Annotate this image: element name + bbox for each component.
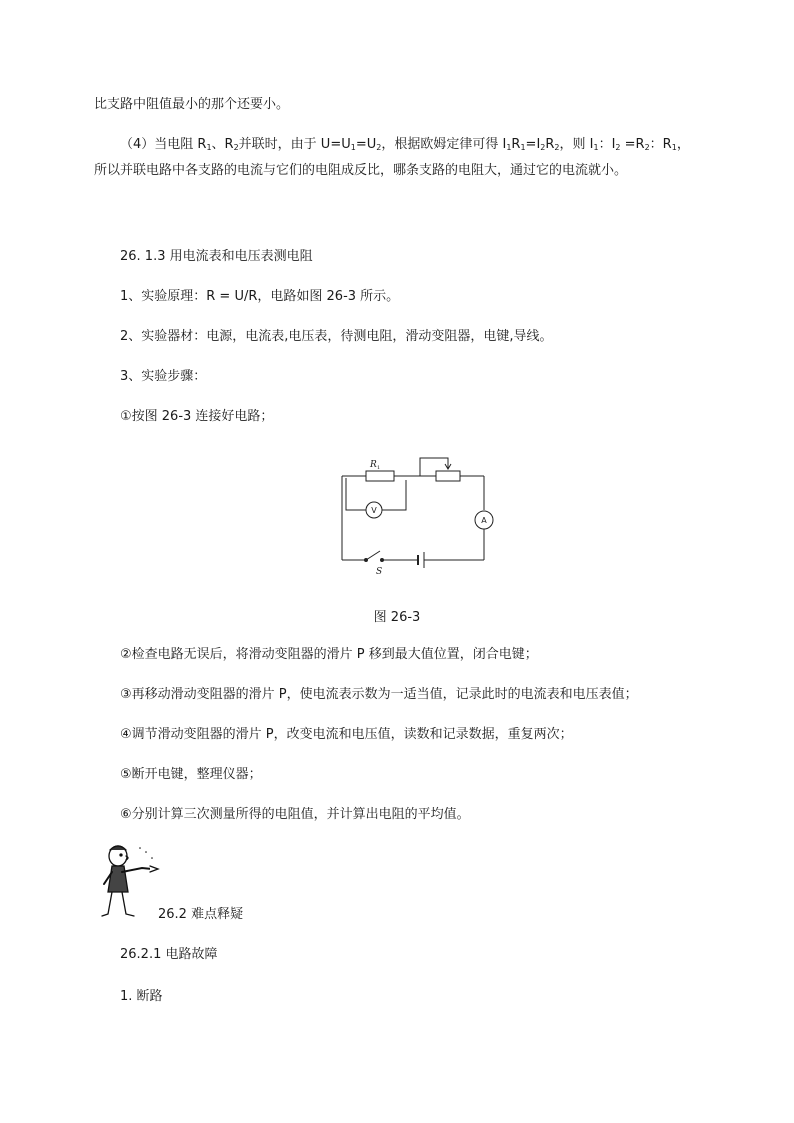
label-ammeter: A [481,516,487,525]
voltmeter-branch-left [346,478,366,510]
pointing-man-illustration [96,842,160,920]
paragraph-4-line2: 所以并联电路中各支路的电流与它们的电阻成反比，哪条支路的电阻大，通过它的电流就小。 [94,163,628,178]
subsection-26-2-1: 26.2.1 电路故障 [120,947,218,962]
p4-mid11: ：R [649,137,672,152]
man-right-leg [122,892,134,916]
p4-sub8: 2 [554,143,560,152]
label-voltmeter: V [371,506,377,515]
p4-mid7: R [545,137,555,152]
point-1: 1. 断路 [120,989,163,1004]
item-equipment: 2、实验器材：电源，电流表,电压表，待测电阻，滑动变阻器，电键,导线。 [120,329,553,344]
man-left-leg [102,892,112,916]
voltmeter-branch-right [382,480,406,510]
man-hair [110,846,126,850]
step-5: ⑤断开电键，整理仪器； [120,767,262,782]
circuit-diagram [336,450,496,580]
man-dot-3 [139,847,141,849]
item-steps-title: 3、实验步骤： [120,369,207,384]
step-4: ④调节滑动变阻器的滑片 P，改变电流和电压值，读数和记录数据，重复两次； [120,727,573,742]
p4-mid3: =U [355,137,377,152]
p4-end: ， [676,137,690,152]
step-6: ⑥分别计算三次测量所得的电阻值，并计算出电阻的平均值。 [120,807,470,822]
paragraph-4 [120,136,690,157]
p4-sub9: 1 [593,143,599,152]
item-principle: 1、实验原理：R = U/R，电路如图 26-3 所示。 [120,289,400,304]
man-dot-1 [145,851,147,853]
label-switch: S [376,567,383,577]
p4-sub6: 1 [520,143,526,152]
label-r1-sub: 1 [377,465,381,471]
p4-mid5: R [511,137,521,152]
step-1: ①按图 26-3 连接好电路； [120,409,274,424]
figure-caption: 图 26-3 [373,610,421,625]
switch-contact-right [381,559,384,562]
switch-blade [366,551,380,560]
man-dot-2 [151,857,153,859]
p4-mid4: ，根据欧姆定律可得 I [381,137,507,152]
p4-sub4: 2 [376,143,382,152]
man-arm [122,868,152,872]
p4-mid10: =R [620,137,645,152]
p4-pre: （4）当电阻 R [120,137,207,152]
p4-mid2: 并联时，由于 U=U [238,137,351,152]
man-body [108,866,128,892]
p4-sub1: 1 [206,143,212,152]
p4-mid6: =I [525,137,541,152]
label-r1: R [370,460,377,470]
p4-sub11: 2 [644,143,650,152]
man-hand [150,866,158,872]
rheostat [436,471,460,481]
p4-sub12: 1 [671,143,677,152]
p4-sub10: 2 [615,143,621,152]
p4-sub5: 1 [506,143,512,152]
section-heading: 26. 1.3 用电流表和电压表测电阻 [120,249,313,264]
p4-sub7: 2 [540,143,546,152]
paragraph-intro: 比支路中阻值最小的那个还要小。 [94,97,290,112]
resistor-r1 [366,471,394,481]
p4-mid1: 、R [211,137,234,152]
p4-sub3: 1 [350,143,356,152]
p4-sub2: 2 [233,143,239,152]
step-2: ②检查电路无误后，将滑动变阻器的滑片 P 移到最大值位置，闭合电键； [120,647,538,662]
p4-mid9: ：I [598,137,616,152]
man-eye [120,854,122,856]
rheostat-slider-loop [420,458,448,476]
step-3: ③再移动滑动变阻器的滑片 P，使电流表示数为一适当值，记录此时的电流表和电压表值； [120,687,638,702]
p4-mid8: ，则 I [559,137,594,152]
section-26-2: 26.2 难点释疑 [158,907,244,922]
